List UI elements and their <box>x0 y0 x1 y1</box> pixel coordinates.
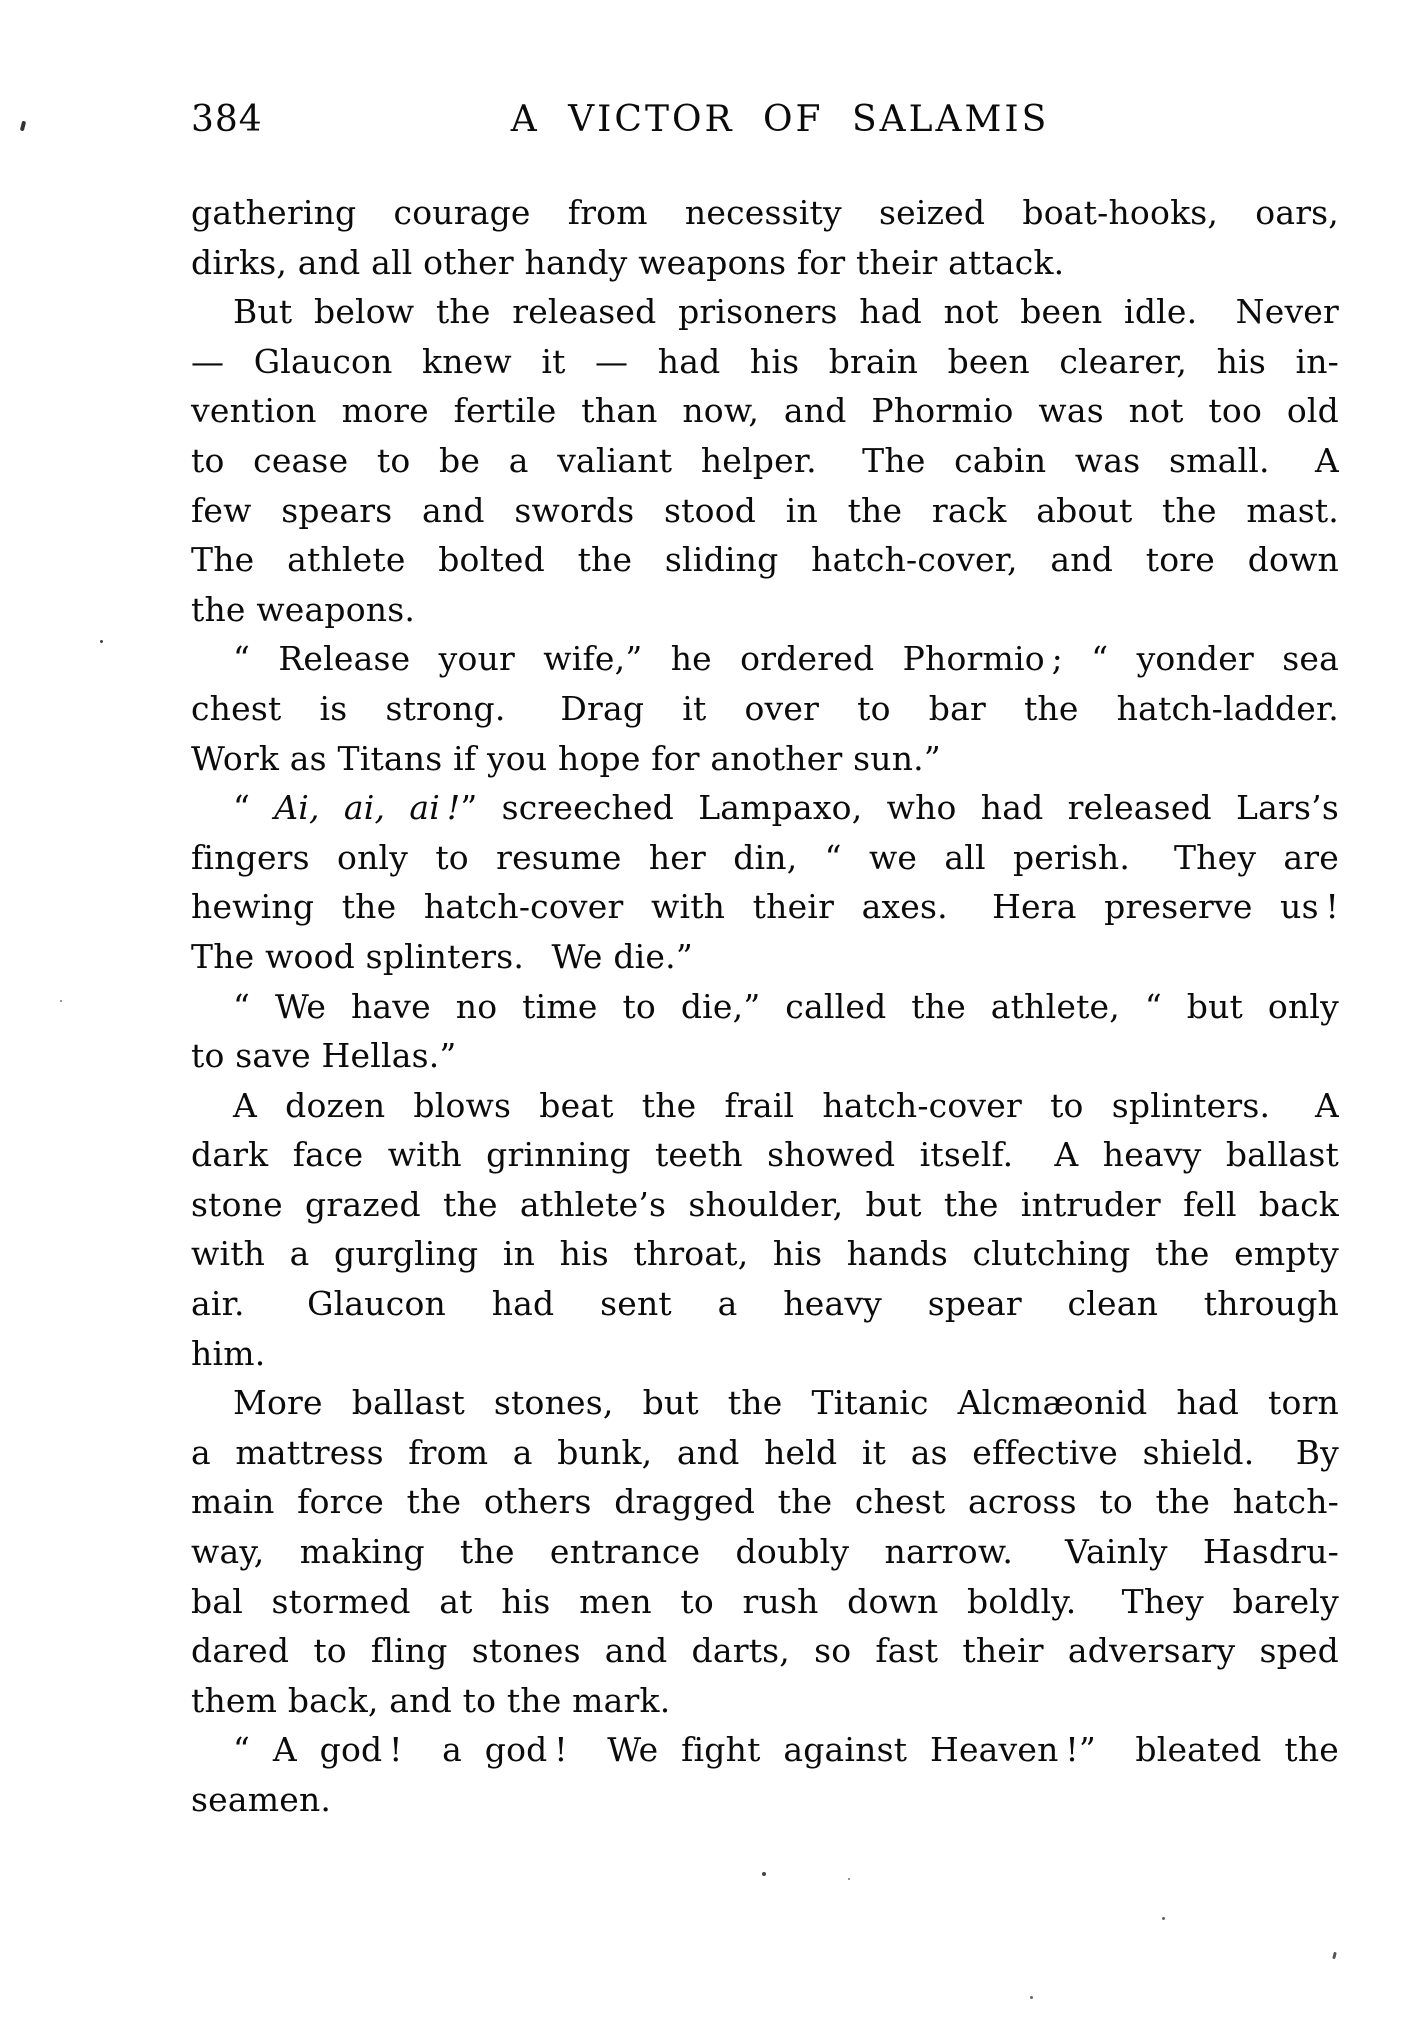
text-segment: gathering courage from necessity seized boat-hooks, oars, <box>191 193 1339 232</box>
text-segment: “ <box>233 788 275 828</box>
text-segment: to save Hellas.” <box>191 1036 457 1076</box>
text-segment: “ Release your wife,” he ordered Phormio ; “ yonder sea <box>233 639 1339 679</box>
text-segment: the weapons. <box>191 589 416 629</box>
text-segment: bal stormed at his men to rush down boldly. They barely <box>191 1581 1339 1621</box>
paragraph <box>191 1725 1339 1824</box>
text-segment: But below the released prisoners had not been idle. Never <box>233 292 1339 332</box>
text-segment: “ A god ! a god ! We fight against Heaven !” bleated the <box>233 1730 1339 1770</box>
text-body <box>191 188 1339 1825</box>
text-line <box>191 1775 1339 1825</box>
text-line <box>191 188 1339 238</box>
scan-speck <box>848 1878 850 1880</box>
text-line <box>191 1130 1339 1180</box>
italic-text: Ai, ai, ai ! <box>274 788 461 828</box>
text-line <box>191 783 1339 833</box>
text-line <box>191 982 1339 1032</box>
paragraph <box>191 634 1339 783</box>
text-segment: a mattress from a bunk, and held it as effective shield. By <box>191 1432 1339 1472</box>
text-segment: them back, and to the mark. <box>191 1680 671 1720</box>
text-segment: to cease to be a valiant helper. The cabin was small. A <box>191 440 1339 480</box>
text-segment: ” screeched Lampaxo, who had released Lars’s <box>460 788 1339 828</box>
text-segment: hewing the hatch-cover with their axes. Hera preserve us ! <box>191 887 1339 927</box>
text-line <box>191 1180 1339 1230</box>
text-line <box>191 1676 1339 1726</box>
text-segment: with a gurgling in his throat, his hands clutching the empty <box>191 1234 1339 1274</box>
text-segment: him. <box>191 1333 266 1373</box>
text-line <box>191 287 1339 337</box>
text-segment: seamen. <box>191 1780 332 1819</box>
text-line <box>191 238 1339 288</box>
text-segment: dirks, and all other handy weapons for their attack. <box>191 242 1065 282</box>
text-segment: fingers only to resume her din, “ we all perish. They are <box>191 837 1339 877</box>
text-line <box>191 585 1339 635</box>
text-segment: Work as Titans if you hope for another sun.” <box>191 738 941 778</box>
text-line <box>191 436 1339 486</box>
text-line <box>191 1527 1339 1577</box>
text-line <box>191 932 1339 982</box>
text-line <box>191 486 1339 536</box>
text-segment: A dozen blows beat the frail hatch-cover to splinters. A <box>233 1085 1339 1125</box>
text-line <box>191 1031 1339 1081</box>
running-title: A VICTOR OF SALAMIS <box>510 99 1050 140</box>
text-line <box>191 1081 1339 1131</box>
text-segment: The wood splinters. We die.” <box>191 936 693 976</box>
text-segment: The athlete bolted the sliding hatch-cover, and tore down <box>191 540 1339 580</box>
text-line <box>191 1428 1339 1478</box>
page-header <box>191 100 1339 144</box>
text-segment: stone grazed the athlete’s shoulder, but the intruder fell back <box>191 1184 1339 1224</box>
text-segment: air. Glaucon had sent a heavy spear clean through <box>191 1284 1339 1324</box>
scan-speck <box>100 640 103 643</box>
text-segment: “ We have no time to die,” called the athlete, “ but only <box>233 986 1339 1026</box>
text-segment: dared to fling stones and darts, so fast their adversary sped <box>191 1631 1339 1671</box>
scan-speck <box>762 1872 766 1876</box>
text-line <box>191 1577 1339 1627</box>
text-line <box>191 734 1339 784</box>
text-line <box>191 1477 1339 1527</box>
paragraph <box>191 783 1339 981</box>
text-line <box>191 1725 1339 1775</box>
text-segment: dark face with grinning teeth showed itself. A heavy ballast <box>191 1135 1339 1175</box>
text-line <box>191 833 1339 883</box>
page-number: 384 <box>191 99 263 140</box>
scan-speck <box>20 121 26 132</box>
text-line <box>191 1378 1339 1428</box>
text-segment: More ballast stones, but the Titanic Alcmæonid had torn <box>233 1383 1339 1423</box>
text-segment: vention more fertile than now, and Phormio was not too old <box>191 391 1339 431</box>
scan-speck <box>1162 1917 1165 1920</box>
text-line <box>191 535 1339 585</box>
paragraph <box>191 188 1339 287</box>
text-line <box>191 386 1339 436</box>
paragraph <box>191 982 1339 1081</box>
paragraph <box>191 287 1339 634</box>
text-line <box>191 882 1339 932</box>
scan-speck <box>1332 1952 1337 1960</box>
text-segment: chest is strong. Drag it over to bar the hatch-ladder. <box>191 688 1339 728</box>
text-segment: main force the others dragged the chest across to the hatch- <box>191 1482 1339 1522</box>
text-line <box>191 634 1339 684</box>
paragraph <box>191 1378 1339 1725</box>
text-line <box>191 1279 1339 1329</box>
text-line <box>191 1626 1339 1676</box>
text-segment: few spears and swords stood in the rack about the mast. <box>191 490 1339 530</box>
text-line <box>191 684 1339 734</box>
text-line <box>191 1229 1339 1279</box>
text-segment: — Glaucon knew it — had his brain been clearer, his in- <box>191 341 1339 381</box>
scan-speck <box>60 1000 62 1002</box>
text-line <box>191 337 1339 387</box>
scan-speck <box>1030 1996 1033 1999</box>
paragraph <box>191 1081 1339 1379</box>
text-line <box>191 1329 1339 1379</box>
text-segment: way, making the entrance doubly narrow. Vainly Hasdru- <box>191 1532 1339 1572</box>
